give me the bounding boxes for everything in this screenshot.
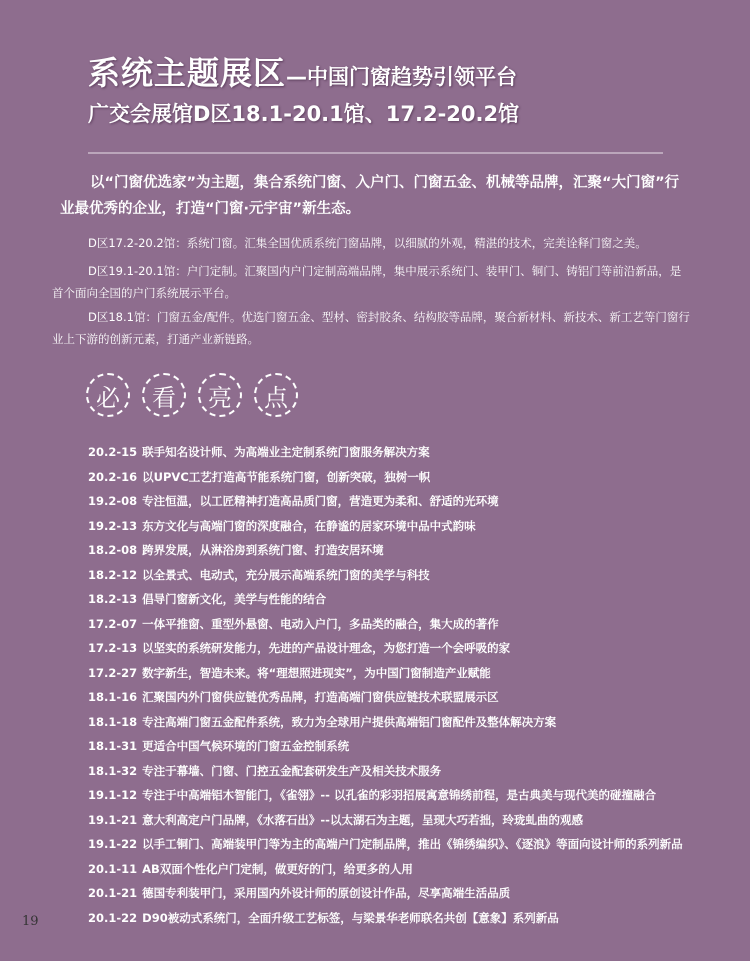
booth-code: 17.2-13 bbox=[88, 641, 138, 655]
highlight-char: 点 bbox=[254, 373, 298, 417]
item-text: 倡导门窗新文化，美学与性能的结合 bbox=[142, 592, 327, 606]
list-item bbox=[88, 783, 728, 808]
booth-code: 19.2-08 bbox=[88, 494, 138, 508]
list-item bbox=[88, 808, 728, 833]
highlight-char: 看 bbox=[142, 373, 186, 417]
list-item bbox=[88, 636, 728, 661]
highlight-char: 亮 bbox=[198, 373, 242, 417]
venue-subtitle: 广交会展馆D区18.1-20.1馆、17.2-20.2馆 bbox=[88, 102, 520, 126]
booth-code: 18.2-13 bbox=[88, 592, 138, 606]
intro-paragraph: 以“门窗优选家”为主题，集合系统门窗、入户门、门窗五金、机械等品牌，汇聚“大门窗”行业最优秀的企业，打造“门窗·元宇宙”新生态。 bbox=[60, 175, 680, 217]
booth-code: 18.1-31 bbox=[88, 739, 138, 753]
item-text: 汇聚国内外门窗供应链优秀品牌，打造高端门窗供应链技术联盟展示区 bbox=[142, 690, 499, 704]
list-item bbox=[88, 734, 728, 759]
booth-code: 20.1-11 bbox=[88, 861, 138, 876]
item-text: 以全景式、电动式，充分展示高端系统门窗的美学与科技 bbox=[142, 567, 430, 582]
list-item bbox=[88, 832, 728, 857]
booth-code: 17.2-07 bbox=[88, 616, 138, 631]
list-item bbox=[88, 710, 728, 735]
list-item bbox=[88, 857, 728, 882]
booth-code: 18.1-32 bbox=[88, 763, 138, 778]
detail-paragraph: D区18.1馆：门窗五金/配件。优选门窗五金、型材、密封胶条、结构胶等品牌，聚合新材料、新技术、新工艺等门窗行业上下游的创新元素，打通产业新链路。 bbox=[52, 310, 690, 346]
item-text: 专注于中高端铝木智能门，《雀翎》-- 以孔雀的彩羽招展寓意锦绣前程，是古典美与现代美的碰撞融合 bbox=[142, 788, 656, 802]
item-text: 一体平推窗、重型外悬窗、电动入户门，多品类的融合，集大成的著作 bbox=[142, 616, 499, 631]
list-item bbox=[88, 881, 728, 906]
booth-code: 20.1-22 bbox=[88, 910, 138, 925]
list-item bbox=[88, 440, 728, 465]
item-text: 专注恒温，以工匠精神打造高品质门窗，营造更为柔和、舒适的光环境 bbox=[142, 494, 499, 508]
item-text: 以UPVC工艺打造高节能系统门窗，创新突破，独树一帜 bbox=[142, 469, 431, 484]
booth-code: 18.1-18 bbox=[88, 714, 138, 729]
booth-code: 19.1-21 bbox=[88, 812, 138, 827]
booth-code: 20.1-21 bbox=[88, 886, 138, 900]
list-item bbox=[88, 759, 728, 784]
highlight-char: 必 bbox=[86, 373, 130, 417]
booth-code: 19.1-22 bbox=[88, 837, 138, 851]
list-item bbox=[88, 465, 728, 490]
list-item bbox=[88, 489, 728, 514]
highlights-heading bbox=[86, 373, 298, 417]
list-item bbox=[88, 587, 728, 612]
item-text: 专注于幕墙、门窗、门控五金配套研发生产及相关技术服务 bbox=[142, 763, 442, 778]
booth-code: 18.1-16 bbox=[88, 690, 138, 704]
item-text: 数字新生，智造未来。将“理想照进现实”，为中国门窗制造产业赋能 bbox=[142, 665, 491, 680]
item-text: 意大利高定户门品牌，《水落石出》--以太湖石为主题，呈现大巧若拙，玲珑虬曲的观感 bbox=[142, 812, 583, 827]
list-item bbox=[88, 661, 728, 686]
page-number: 19 bbox=[22, 914, 39, 929]
page-title bbox=[88, 48, 517, 94]
divider bbox=[88, 152, 663, 154]
item-text: AB双面个性化户门定制，做更好的门，给更多的人用 bbox=[142, 861, 413, 876]
item-text: 以坚实的系统研发能力，先进的产品设计理念，为您打造一个会呼吸的家 bbox=[142, 641, 511, 655]
title-main: 系统主题展区 bbox=[88, 54, 287, 92]
item-text: D90被动式系统门，全面升级工艺标签，与梁景华老师联名共创【意象】系列新品 bbox=[142, 910, 559, 925]
item-text: 跨界发展，从淋浴房到系统门窗、打造安居环境 bbox=[142, 543, 384, 557]
list-item bbox=[88, 538, 728, 563]
highlights-list bbox=[88, 440, 728, 930]
list-item bbox=[88, 612, 728, 637]
item-text: 更适合中国气候环境的门窗五金控制系统 bbox=[142, 739, 350, 753]
list-item bbox=[88, 685, 728, 710]
booth-code: 18.2-08 bbox=[88, 543, 138, 557]
booth-code: 18.2-12 bbox=[88, 567, 138, 582]
list-item bbox=[88, 563, 728, 588]
item-text: 德国专利装甲门，采用国内外设计师的原创设计作品，尽享高端生活品质 bbox=[142, 886, 511, 900]
title-sub: —中国门窗趋势引领平台 bbox=[286, 65, 518, 89]
detail-paragraph: D区17.2-20.2馆：系统门窗。汇集全国优质系统门窗品牌，以细腻的外观，精湛的技术，完美诠释门窗之美。 bbox=[88, 236, 647, 250]
item-text: 东方文化与高端门窗的深度融合，在静谧的居家环境中品中式韵味 bbox=[142, 518, 476, 533]
list-item bbox=[88, 514, 728, 539]
item-text: 联手知名设计师、为高端业主定制系统门窗服务解决方案 bbox=[142, 445, 430, 459]
booth-code: 20.2-15 bbox=[88, 445, 138, 459]
booth-code: 19.1-12 bbox=[88, 788, 138, 802]
list-item bbox=[88, 906, 728, 931]
item-text: 以手工铜门、高端装甲门等为主的高端户门定制品牌，推出《锦绣编织》、《逐浪》等面向设计师的系列新品 bbox=[142, 837, 683, 851]
item-text: 专注高端门窗五金配件系统，致力为全球用户提供高端铝门窗配件及整体解决方案 bbox=[142, 714, 557, 729]
booth-code: 19.2-13 bbox=[88, 518, 138, 533]
booth-code: 20.2-16 bbox=[88, 469, 138, 484]
detail-paragraph: D区19.1-20.1馆：户门定制。汇聚国内户门定制高端品牌，集中展示系统门、装甲门、铜门、铸铝门等前沿新品，是首个面向全国的户门系统展示平台。 bbox=[52, 264, 682, 300]
booth-code: 17.2-27 bbox=[88, 665, 138, 680]
